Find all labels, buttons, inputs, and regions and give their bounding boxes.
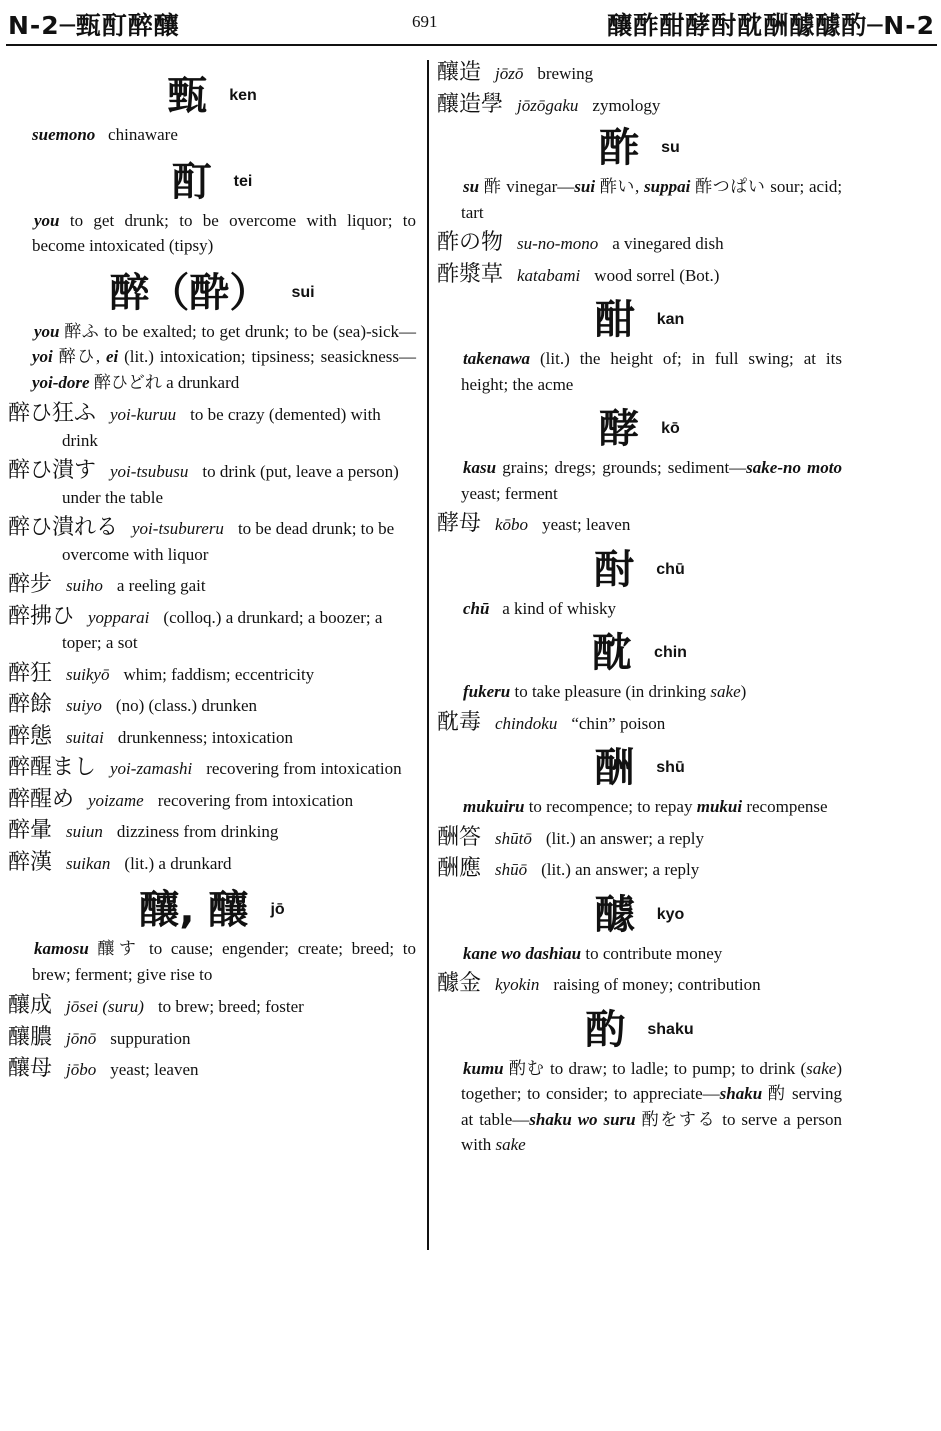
headword-reading: ken — [229, 87, 257, 104]
headword-reading: chin — [654, 644, 687, 661]
entry-yoi-tsubusu: 醉ひ潰す yoi-tsubusu to drink (put, leave a person) under the table — [8, 458, 399, 507]
headword-tei — [8, 158, 416, 205]
headword-kanji: 酎 — [594, 546, 635, 593]
headword-sui — [8, 269, 416, 316]
definition-chu: chū a kind of whisky — [463, 598, 617, 618]
entry-jozo: 釀造 jōzō brewing — [437, 60, 594, 85]
definition-ko: kasu grains; dregs; grounds; sediment—sake-no moto yeast; ferment — [461, 458, 842, 503]
headword-kanji: 醉（酔） — [109, 269, 270, 316]
headword-ko — [437, 406, 842, 452]
headword-ken — [8, 73, 416, 119]
headword-chu — [437, 546, 842, 593]
definition-tei: you to get drunk; to be overcome with liquor; to become intoxicated (tipsy) — [32, 210, 416, 255]
headword-su — [437, 125, 842, 171]
headword-shu — [437, 745, 842, 791]
entry-suikyo: 醉狂 suikyō whim; faddism; eccentricity — [8, 660, 315, 686]
entry-kyokin: 醵金 kyokin raising of money; contribution — [437, 971, 761, 996]
entry-su-no-mono: 酢の物 su-no-mono a vinegared dish — [437, 230, 724, 255]
headword-kanji: 酊 — [171, 158, 212, 205]
definition-shu: mukuiru to recompence; to repay mukui recompense — [463, 797, 828, 816]
headword-kanji: 酢 — [599, 125, 640, 171]
headword-kanji: 酣 — [594, 297, 635, 343]
headword-kanji: 酖 — [592, 630, 633, 676]
headword-kanji: 甄 — [167, 73, 208, 119]
entry-kobo: 酵母 kōbo yeast; leaven — [437, 511, 631, 536]
entry-shuto: 酬答 shūtō (lit.) an answer; a reply — [437, 824, 704, 850]
headword-reading: tei — [233, 172, 253, 190]
column-divider — [427, 60, 429, 1250]
headword-reading: kyo — [656, 905, 685, 923]
page-number: 691 — [412, 12, 438, 31]
headword-kanji: 醵 — [594, 891, 635, 938]
entry-suiyo: 醉餘 suiyo (no) (class.) drunken — [8, 692, 258, 717]
definition-sui: you 醉ふ to be exalted; to get drunk; to be (sea)-sick—yoi 醉ひ, ei (lit.) intoxication; tipsiness; seasickness—yoi-dore 醉ひどれ a drunkard — [32, 321, 417, 392]
entry-yoi-zamashi: 醉醒まし yoi-zamashi recovering from intoxication — [8, 755, 402, 780]
page-header — [8, 4, 935, 44]
headword-reading: kō — [661, 420, 680, 437]
headword-reading: jō — [270, 901, 285, 918]
header-right-guide: 釀酢酣酵酎酖酬醵醵酌─N-2 — [607, 11, 935, 40]
headword-reading: chū — [656, 560, 685, 578]
definition-shaku: kumu 酌む to draw; to ladle; to pump; to drink (sake) together; to consider; to appreciate—shaku 酌 serving at table—shaku wo suru 酌をする to serve a person with sake — [461, 1058, 843, 1154]
header-left-guide: N-2─甄酊醉釀 — [8, 11, 180, 40]
entry-yoi-kuruu: 醉ひ狂ふ yoi-kuruu to be crazy (demented) with drink — [8, 401, 381, 450]
headword-reading: shū — [656, 759, 685, 776]
entry-yoi-tsubureru: 醉ひ潰れる yoi-tsubureru to be dead drunk; to be overcome with liquor — [8, 515, 395, 564]
headword-chin — [437, 630, 842, 676]
definition-chin: fukeru to take pleasure (in drinking sake) — [463, 682, 747, 701]
headword-kan — [437, 297, 842, 343]
headword-reading: kan — [656, 311, 685, 328]
entry-jobo: 釀母 jōbo yeast; leaven — [8, 1056, 199, 1081]
entry-katabami: 酢漿草 katabami wood sorrel (Bot.) — [437, 261, 720, 287]
entry-suiho: 醉步 suiho a reeling gait — [8, 572, 206, 597]
headword-kanji: 酬 — [594, 745, 635, 791]
entry-chindoku: 酖毒 chindoku “chin” poison — [437, 709, 666, 735]
headword-reading: sui — [291, 283, 315, 301]
headword-kyo — [437, 891, 842, 938]
definition-kyo: kane wo dashiau to contribute money — [463, 943, 723, 963]
headword-shaku — [437, 1006, 842, 1053]
entry-yopparai: 醉拂ひ yopparai (colloq.) a drunkard; a boozer; a toper; a sot — [8, 603, 383, 652]
entry-josei: 釀成 jōsei (suru) to brew; breed; foster — [8, 993, 304, 1018]
definition-kan: takenawa (lit.) the height of; in full swing; at its height; the acme — [461, 349, 842, 394]
entry-jono: 釀膿 jōnō suppuration — [8, 1024, 191, 1050]
entry-suikan: 醉漢 suikan (lit.) a drunkard — [8, 849, 232, 875]
entry-suiun: 醉暈 suiun dizziness from drinking — [8, 818, 279, 843]
definition-ken: suemono chinaware — [32, 125, 178, 144]
entry-suitai: 醉態 suitai drunkenness; intoxication — [8, 723, 293, 749]
right-column — [437, 58, 842, 1158]
definition-jo: kamosu 釀す to cause; engender; create; breed; to brew; ferment; give rise to — [32, 939, 417, 984]
entry-yoizame: 醉醒め yoizame recovering from intoxication — [8, 786, 354, 812]
headword-reading: shaku — [647, 1020, 694, 1038]
headword-kanji: 釀, 釀 — [139, 887, 249, 933]
entry-shuo: 酬應 shūō (lit.) an answer; a reply — [437, 856, 700, 881]
header-rule — [6, 44, 937, 46]
headword-jo — [8, 887, 416, 933]
left-column — [8, 58, 416, 1083]
headword-kanji: 酵 — [599, 406, 640, 452]
headword-reading: su — [661, 139, 680, 156]
entry-jozogaku: 釀造學 jōzōgaku zymology — [437, 91, 661, 117]
definition-su: su 酢 vinegar—sui 酢い, suppai 酢つぱい sour; acid; tart — [461, 177, 843, 222]
headword-kanji: 酌 — [585, 1006, 626, 1053]
